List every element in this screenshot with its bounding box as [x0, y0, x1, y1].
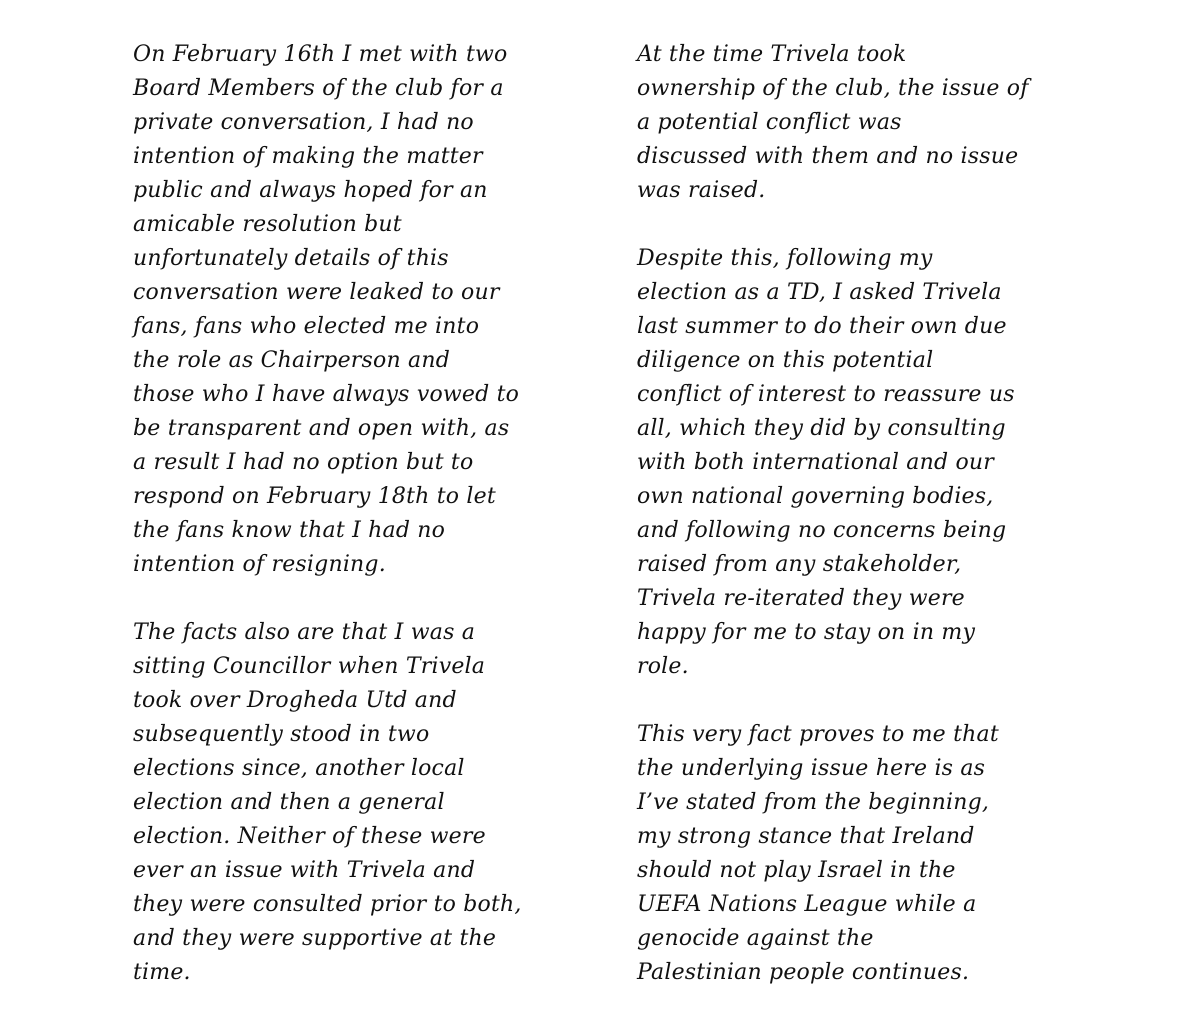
text-line: genocide against the: [637, 926, 874, 951]
text-line: with both international and our: [637, 450, 994, 475]
text-line: subsequently stood in two: [133, 722, 430, 747]
text-line: raised from any stakeholder,: [637, 552, 962, 577]
text-line: conversation were leaked to our: [133, 280, 500, 305]
text-line: time.: [133, 960, 191, 985]
text-line: sitting Councillor when Trivela: [133, 654, 486, 679]
text-line: conflict of interest to reassure us: [637, 382, 1015, 407]
text-line: the role as Chairperson and: [133, 348, 450, 373]
paragraph: [637, 38, 1097, 208]
text-line: last summer to do their own due: [637, 314, 1007, 339]
text-line: public and always hoped for an: [133, 178, 488, 203]
text-line: own national governing bodies,: [637, 484, 994, 509]
text-line: This very fact proves to me that: [637, 722, 999, 747]
text-line: my strong stance that Ireland: [637, 824, 975, 849]
text-line: amicable resolution but: [133, 212, 402, 237]
text-line: took over Drogheda Utd and: [133, 688, 457, 713]
text-line: all, which they did by consulting: [637, 416, 1006, 441]
text-line: election as a TD, I asked Trivela: [637, 280, 1002, 305]
text-line: fans, fans who elected me into: [133, 314, 480, 339]
text-line: On February 16th I met with two: [133, 42, 508, 67]
paragraph: [637, 242, 1097, 684]
text-line: diligence on this potential: [637, 348, 934, 373]
text-line: The facts also are that I was a: [133, 620, 476, 645]
text-line: discussed with them and no issue: [637, 144, 1019, 169]
text-line: Trivela re-iterated they were: [637, 586, 965, 611]
text-line: election and then a general: [133, 790, 445, 815]
text-line: I’ve stated from the beginning,: [637, 790, 990, 815]
paragraph-gap: [133, 582, 593, 616]
text-line: Palestinian people continues.: [637, 960, 970, 985]
text-line: election. Neither of these were: [133, 824, 486, 849]
text-line: be transparent and open with, as: [133, 416, 510, 441]
text-line: private conversation, I had no: [133, 110, 474, 135]
text-line: and they were supportive at the: [133, 926, 497, 951]
text-line: the underlying issue here is as: [637, 756, 986, 781]
text-line: was raised.: [637, 178, 766, 203]
paragraph-gap: [637, 208, 1097, 242]
text-line: unfortunately details of this: [133, 246, 449, 271]
paragraph: [133, 38, 593, 582]
text-line: the fans know that I had no: [133, 518, 446, 543]
text-line: happy for me to stay on in my: [637, 620, 976, 645]
text-line: a result I had no option but to: [133, 450, 474, 475]
paragraph: [637, 718, 1097, 990]
text-line: a potential conflict was: [637, 110, 902, 135]
text-line: Despite this, following my: [637, 246, 933, 271]
paragraph: [133, 616, 593, 990]
text-line: ever an issue with Trivela and: [133, 858, 476, 883]
text-line: intention of making the matter: [133, 144, 483, 169]
text-line: respond on February 18th to let: [133, 484, 496, 509]
text-line: ownership of the club, the issue of: [637, 76, 1029, 101]
text-line: UEFA Nations League while a: [637, 892, 977, 917]
text-line: and following no concerns being: [637, 518, 1007, 543]
text-line: those who I have always vowed to: [133, 382, 520, 407]
text-line: Board Members of the club for a: [133, 76, 504, 101]
paragraph-gap: [637, 684, 1097, 718]
text-line: At the time Trivela took: [637, 42, 907, 67]
text-line: should not play Israel in the: [637, 858, 956, 883]
right-column: [637, 38, 1097, 990]
text-line: they were consulted prior to both,: [133, 892, 522, 917]
left-column: [133, 38, 593, 990]
text-line: elections since, another local: [133, 756, 465, 781]
text-line: intention of resigning.: [133, 552, 386, 577]
text-line: role.: [637, 654, 689, 679]
